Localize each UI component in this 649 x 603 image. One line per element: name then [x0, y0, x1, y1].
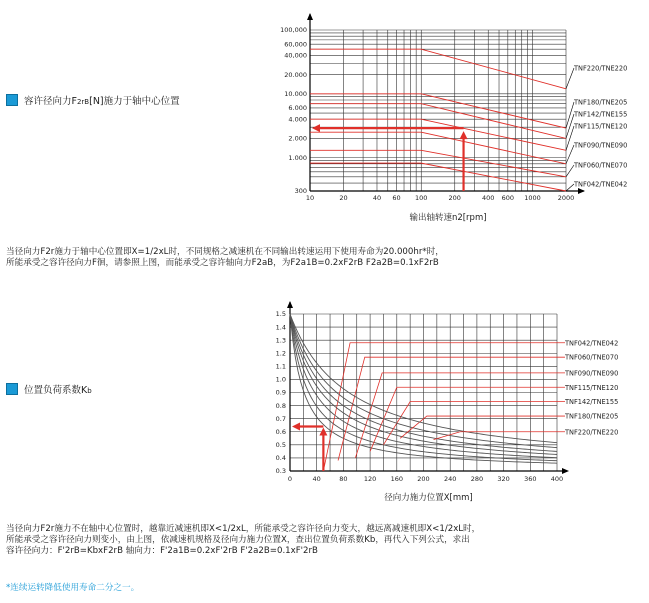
y-tick-label: 4.000	[288, 115, 307, 124]
chart1-bullet-icon	[6, 94, 18, 106]
x-tick-label: 1000	[524, 194, 541, 202]
y-tick-label: 1.3	[275, 336, 286, 345]
x-tick-label: 60	[392, 194, 401, 202]
x-tick-label: 80	[339, 475, 348, 483]
x-tick-label: 40	[312, 475, 321, 483]
x-tick-label: 40	[372, 194, 382, 202]
example-arrowhead-up-icon	[460, 131, 468, 139]
y-tick-label: 1.5	[275, 310, 286, 319]
y-tick-label: 1.000	[288, 153, 307, 162]
x-axis-arrow-icon	[578, 188, 585, 194]
x-tick-label: 600	[501, 194, 515, 202]
y-tick-label: 300	[294, 187, 307, 196]
y-tick-label: 1.0	[275, 375, 286, 384]
x-axis-arrow-icon	[562, 468, 569, 474]
x-tick-label: 200	[448, 194, 461, 202]
y-tick-label: 0.8	[275, 401, 286, 410]
leader-TNF115/TNE120	[566, 126, 574, 150]
series-label: TNF060/TNE070	[574, 161, 628, 170]
y-tick-label: 20.000	[284, 70, 307, 79]
x-tick-label: 280	[470, 475, 484, 483]
paragraph-position-factor: 当径向力F2r施力不在轴中心位置时，越靠近减速机即X<1/2xL，所能承受之容许径向力变大，越远离减速机即X<1/2xL时， 所能承受之容许径向力则变小，由上图，依减速机规格及径向力施力位置X，查出位置负荷系数Kb，再代入下列公式，求出 容许径向力：F'2rB=KbxF2rB 轴向力：F'2a1B=0.2xF'2rB F'2a2B=0.1xF'2rB	[6, 524, 481, 556]
y-tick-label: 60,000	[284, 40, 307, 49]
chart-position-factor	[270, 298, 649, 508]
series-label: TNF042/TNE042	[565, 339, 619, 348]
y-axis-arrow-icon	[307, 13, 313, 20]
leader-TNF090/TNE090	[566, 145, 574, 164]
y-tick-label: 0.9	[275, 388, 286, 397]
y-tick-label: 0.6	[275, 427, 286, 436]
example-arrowhead-left-icon	[292, 423, 300, 431]
leader-TNF042/TNE042	[566, 184, 574, 191]
series-label: TNF220/TNE220	[574, 64, 628, 73]
y-tick-label: 10.000	[284, 90, 307, 99]
series-label: TNF220/TNE220	[565, 428, 619, 437]
series-label: TNF180/TNE205	[565, 412, 619, 421]
series-label: TNF115/TNE120	[574, 122, 628, 131]
y-tick-label: 2.000	[288, 134, 307, 143]
x-tick-label: 100	[415, 194, 428, 202]
leader-TNF060/TNE070	[566, 165, 574, 177]
y-tick-label: 6.000	[288, 104, 307, 113]
series-label: TNF180/TNE205	[574, 98, 628, 107]
chart2-label	[6, 382, 92, 396]
y-tick-label: 40,000	[284, 51, 307, 60]
x-tick-label: 400	[482, 194, 495, 202]
y-tick-label: 100,000	[280, 26, 307, 35]
x-axis-label: 输出轴转速n2[rpm]	[409, 213, 487, 223]
paragraph-radial-force: 当径向力F2r施力于轴中心位置即X=1/2xL时，不同规格之减速机在不同输出转速运用下使用寿命为20.000hr*时， 所能承受之容许径向力F徊，请参照上图，而能承受之容许轴向力F2aB，为F2a1B=0.2xF2rB F2a2B=0.1xF2rB	[6, 247, 444, 268]
x-tick-label: 320	[497, 475, 510, 483]
x-tick-label: 200	[417, 475, 430, 483]
series-label: TNF142/TNE155	[574, 110, 628, 119]
leader-TNF220/TNE220	[566, 68, 574, 89]
series-label: TNF042/TNE042	[574, 180, 628, 189]
x-tick-label: 240	[443, 475, 457, 483]
x-tick-label: 10	[305, 194, 315, 202]
y-tick-label: 0.4	[275, 454, 286, 463]
chart1-label	[6, 93, 180, 107]
series-label: TNF090/TNE090	[574, 141, 628, 150]
y-axis-arrow-icon	[287, 301, 293, 308]
chart2-bullet-icon	[6, 383, 18, 395]
note-life: *连续运转降低使用寿命二分之一。	[6, 583, 140, 593]
y-tick-label: 0.5	[275, 441, 286, 450]
x-tick-label: 360	[524, 475, 537, 483]
y-tick-label: 0.3	[275, 467, 286, 476]
leader-TNF142/TNE155	[566, 114, 574, 138]
leader-TNF180/TNE205	[566, 102, 574, 128]
series-label: TNF115/TNE120	[565, 383, 619, 392]
x-tick-label: 160	[390, 475, 404, 483]
chart2-label-text: 位置负荷系数Kb	[24, 385, 92, 396]
example-arrowhead-left-icon	[312, 124, 320, 132]
x-tick-label: 2000	[557, 194, 575, 202]
leader-TNF042/TNE042	[323, 343, 565, 471]
series-label: TNF142/TNE155	[565, 398, 619, 407]
series-label: TNF090/TNE090	[565, 369, 619, 378]
x-tick-label: 120	[363, 475, 377, 483]
y-tick-label: 0.7	[275, 414, 286, 423]
x-tick-label: 400	[550, 475, 564, 483]
chart-radial-force	[270, 10, 649, 235]
y-tick-label: 1.2	[275, 349, 286, 358]
leader-TNF180/TNE205	[400, 416, 565, 438]
y-tick-label: 1.1	[275, 362, 286, 371]
chart1-label-text: 容许径向力F2rB[N]施力于轴中心位置	[24, 96, 180, 107]
y-tick-label: 1.4	[275, 323, 286, 332]
x-axis-label: 径向力施力位置X[mm]	[384, 493, 473, 503]
x-tick-label: 0	[287, 475, 293, 483]
series-label: TNF060/TNE070	[565, 353, 619, 362]
x-tick-label: 20	[339, 194, 348, 202]
